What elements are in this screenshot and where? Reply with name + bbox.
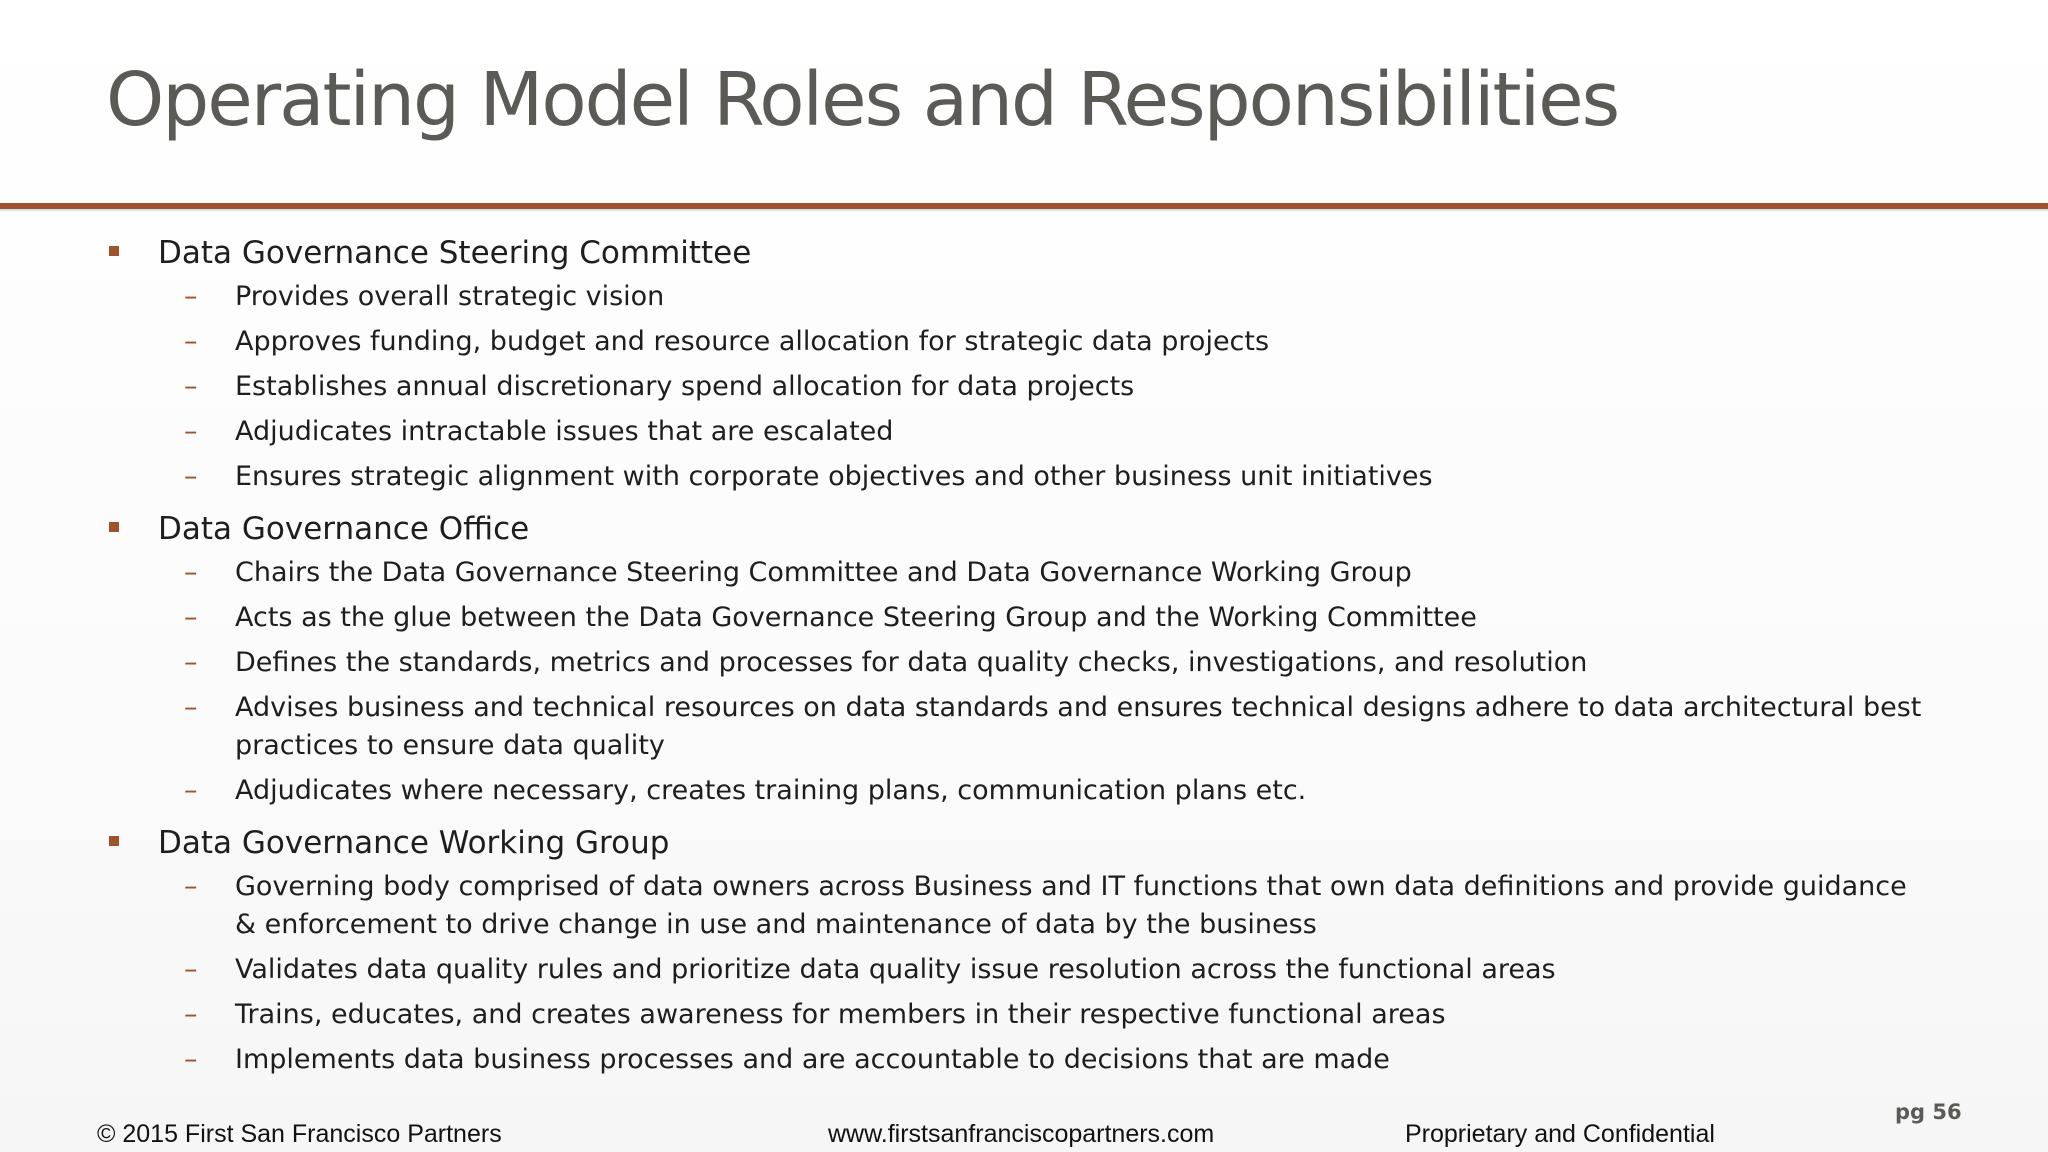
dash-bullet-icon: – [184,647,198,678]
list-item-text: Acts as the glue between the Data Governance Steering Group and the Working Committee [235,602,1477,633]
list-item [0,951,2048,989]
square-bullet-icon [109,522,119,532]
list-item [0,458,2048,496]
list-item-text: Validates data quality rules and prioritize data quality issue resolution across the functional areas [235,954,1556,985]
dash-bullet-icon: – [184,999,198,1030]
section-governance-office [0,504,2048,810]
dash-bullet-icon: – [184,775,198,806]
list-item-text: Implements data business processes and are accountable to decisions that are made [235,1044,1390,1075]
section-heading-text: Data Governance Steering Committee [158,235,752,271]
dash-bullet-icon: – [184,871,198,902]
section-steering-committee [0,228,2048,496]
slide-content [0,228,2048,1087]
section-heading [0,228,2048,278]
list-item-text: Ensures strategic alignment with corporate objectives and other business unit initiatives [235,461,1433,492]
page-number: pg 56 [1895,1100,1962,1124]
list-item [0,996,2048,1034]
list-item [0,368,2048,406]
list-item-text: Trains, educates, and creates awareness for members in their respective functional areas [235,999,1446,1030]
dash-bullet-icon: – [184,281,198,312]
square-bullet-icon [109,836,119,846]
list-item-text: Establishes annual discretionary spend allocation for data projects [235,371,1135,402]
section-heading [0,818,2048,868]
list-item-text: Advises business and technical resources on data standards and ensures technical designs adhere to data architectural best practices to ensure data quality [235,692,1922,761]
list-item [0,689,2048,765]
section-heading-text: Data Governance Office [158,511,530,547]
dash-bullet-icon: – [184,557,198,588]
dash-bullet-icon: – [184,326,198,357]
list-item [0,599,2048,637]
section-heading-text: Data Governance Working Group [158,825,670,861]
dash-bullet-icon: – [184,954,198,985]
dash-bullet-icon: – [184,371,198,402]
square-bullet-icon [109,246,119,256]
section-working-group [0,818,2048,1079]
section-heading [0,504,2048,554]
footer-website-link: www.firstsanfranciscopartners.com [828,1120,1215,1148]
list-item [0,413,2048,451]
list-item [0,868,2048,944]
list-item-text: Chairs the Data Governance Steering Committee and Data Governance Working Group [235,557,1412,588]
list-item-text: Provides overall strategic vision [235,281,665,312]
list-item [0,1041,2048,1079]
list-item [0,554,2048,592]
list-item-text: Defines the standards, metrics and processes for data quality checks, investigations, and resolution [235,647,1588,678]
slide-title: Operating Model Roles and Responsibilities [106,57,1619,143]
dash-bullet-icon: – [184,416,198,447]
dash-bullet-icon: – [184,602,198,633]
footer-copyright: © 2015 First San Francisco Partners [97,1120,502,1148]
list-item [0,772,2048,810]
dash-bullet-icon: – [184,461,198,492]
list-item-text: Adjudicates where necessary, creates training plans, communication plans etc. [235,775,1307,806]
list-item-text: Adjudicates intractable issues that are escalated [235,416,894,447]
footer-confidential: Proprietary and Confidential [1405,1120,1715,1148]
list-item [0,644,2048,682]
list-item [0,323,2048,361]
list-item-text: Approves funding, budget and resource allocation for strategic data projects [235,326,1270,357]
list-item-text: Governing body comprised of data owners across Business and IT functions that own data definitions and provide guidance & enforcement to drive change in use and maintenance of data by the business [235,871,1907,940]
dash-bullet-icon: – [184,1044,198,1075]
title-divider-shadow [0,209,2048,212]
list-item [0,278,2048,316]
dash-bullet-icon: – [184,692,198,723]
